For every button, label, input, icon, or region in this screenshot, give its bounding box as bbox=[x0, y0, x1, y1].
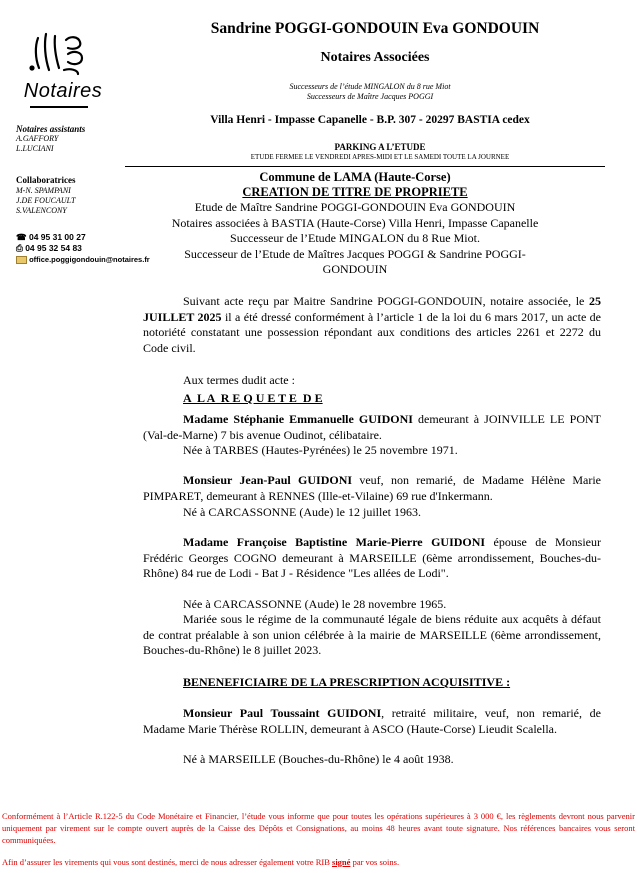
etude-line: Etude de Maître Sandrine POGGI-GONDOUIN Eva GONDOUIN bbox=[194, 200, 516, 214]
footer-rib-notice: Afin d’assurer les virements qui vous sont destinés, merci de nous adresser également votre RIB signé par vos soins. bbox=[2, 857, 400, 867]
assistant-name: A.GAFFORY bbox=[16, 134, 59, 143]
collaborators-heading: Collaboratrices bbox=[16, 175, 76, 185]
party-2-birth: Né à CARCASSONNE (Aude) le 12 juillet 1963. bbox=[183, 505, 421, 519]
email-icon bbox=[16, 256, 27, 264]
party-1-birth: Née à TARBES (Hautes-Pyrénées) le 25 novembre 1971. bbox=[183, 443, 458, 457]
etude-line: Notaires associées à BASTIA (Haute-Corse) Villa Henri, Impasse Capanelle bbox=[171, 215, 539, 230]
party-3-identity: Madame Françoise Baptistine Marie-Pierre GUIDONI épouse de Monsieur Frédéric Georges COGNO demeurant à MARSEILLE (6ème arrondissement, Bouches-du-Rhône) 84 rue de Lodi - Bat J - Résidence "Les allées de Lodi". bbox=[143, 535, 601, 580]
successor-line-1: Successeurs de l’étude MINGALON du 8 rue Miot bbox=[289, 82, 451, 91]
rib-signed: signé bbox=[332, 857, 351, 867]
office-address: Villa Henri - Impasse Capanelle - B.P. 307 - 20297 BASTIA cedex bbox=[210, 114, 530, 126]
logo-underline bbox=[30, 106, 88, 108]
beneficiary-surname: GUIDONI bbox=[327, 706, 382, 720]
header-divider bbox=[125, 166, 605, 167]
parking-notice: PARKING A L’ETUDE bbox=[334, 142, 426, 152]
party-surname: GUIDONI bbox=[431, 535, 486, 549]
collaborator-name: M-N. SPAMPANI bbox=[16, 186, 71, 195]
fax-line bbox=[16, 243, 82, 254]
etude-line: Successeur de l’Etude de Maîtres Jacques POGGI & Sandrine POGGI- bbox=[184, 246, 526, 261]
collaborator-name: S.VALENCONY bbox=[16, 206, 67, 215]
fax-icon: ⎙ bbox=[16, 243, 23, 253]
firm-name: Sandrine POGGI-GONDOUIN Eva GONDOUIN bbox=[210, 20, 540, 37]
fax-number: 04 95 32 54 83 bbox=[25, 243, 82, 253]
requete-heading: A L A R E Q U E T E D E bbox=[183, 391, 323, 405]
etude-block bbox=[150, 200, 560, 278]
phone-line bbox=[16, 232, 86, 243]
notice-title: CREATION DE TITRE DE PROPRIETE bbox=[242, 185, 468, 199]
assistants-heading: Notaires assistants bbox=[16, 124, 86, 134]
footer-legal-notice: Conformément à l’Article R.122-5 du Code Monétaire et Financier, l’étude vous informe que pour toutes les opérations supérieures à 3 000 €, les règlements devront nous parvenir uniquement par virement sur le compte ouvert auprès de la Caisse des Dépôts et Consignations, au moins 48 heures avant toute signature. Nos références bancaires vous seront communiquées. bbox=[2, 811, 635, 845]
phone-number: 04 95 31 00 27 bbox=[28, 232, 86, 242]
phone-icon: ☎ bbox=[16, 232, 27, 242]
firm-subtitle: Notaires Associées bbox=[320, 50, 430, 65]
etude-line: GONDOUIN bbox=[322, 262, 388, 276]
beneficiary-identity: Monsieur Paul Toussaint GUIDONI, retraité militaire, veuf, non remarié, de Madame Marie Thérèse ROLLIN, demeurant à ASCO (Haute-Corse) Lieudit Scalella. bbox=[143, 706, 601, 736]
etude-line: Successeur de l’Etude MINGALON du 8 Rue Miot. bbox=[230, 231, 480, 245]
beneficiary-heading: BENENEFICIAIRE DE LA PRESCRIPTION ACQUISITIVE : bbox=[183, 675, 511, 689]
successor-line-2: Successeurs de Maître Jacques POGGI bbox=[306, 92, 434, 101]
act-date: 25 JUILLET 2025 bbox=[143, 294, 601, 324]
commune-heading: Commune de LAMA (Haute-Corse) bbox=[259, 170, 451, 184]
closing-hours-notice: ETUDE FERMEE LE VENDREDI APRES-MIDI ET LE SAMEDI TOUTE LA JOURNEE bbox=[250, 153, 510, 161]
assistant-name: L.LUCIANI bbox=[16, 144, 54, 153]
party-surname: GUIDONI bbox=[298, 473, 353, 487]
email-line[interactable] bbox=[16, 255, 150, 264]
email-address[interactable]: office.poggigondouin@notaires.fr bbox=[29, 255, 150, 264]
aux-termes: Aux termes dudit acte : bbox=[183, 373, 295, 387]
intro-paragraph: Suivant acte reçu par Maitre Sandrine POGGI-GONDOUIN, notaire associée, le 25 JUILLET 2025 il a été dressé conformément à l’article 1 de la loi du 6 mars 2017, un acte de notoriété constatant une possession répondant aux conditions des articles 2261 et 2272 du Code civil. bbox=[143, 294, 601, 355]
party-surname: GUIDONI bbox=[358, 412, 413, 426]
collaborator-name: J.DE FOUCAULT bbox=[16, 196, 76, 205]
party-3-birth: Née à CARCASSONNE (Aude) le 28 novembre 1965. bbox=[183, 597, 447, 611]
party-1-identity: Madame Stéphanie Emmanuelle GUIDONI demeurant à JOINVILLE LE PONT (Val-de-Marne) 7 bis avenue Oudinot, célibataire. bbox=[143, 412, 601, 442]
beneficiary-birth: Né à MARSEILLE (Bouches-du-Rhône) le 4 août 1938. bbox=[183, 752, 454, 766]
party-3-marriage: Mariée sous le régime de la communauté légale de biens réduite aux acquêts à défaut de contrat préalable à son union célébrée à la mairie de MARSEILLE (6ème arrondissement, Bouches-du-Rhône) le 8 juillet 2023. bbox=[143, 612, 601, 657]
logo-wordmark: Notaires bbox=[23, 80, 103, 102]
party-2-identity: Monsieur Jean-Paul GUIDONI veuf, non remarié, de Madame Hélène Marie PIMPARET, demeurant à RENNES (Ille-et-Vilaine) 69 rue d'Inkermann. bbox=[143, 473, 601, 503]
